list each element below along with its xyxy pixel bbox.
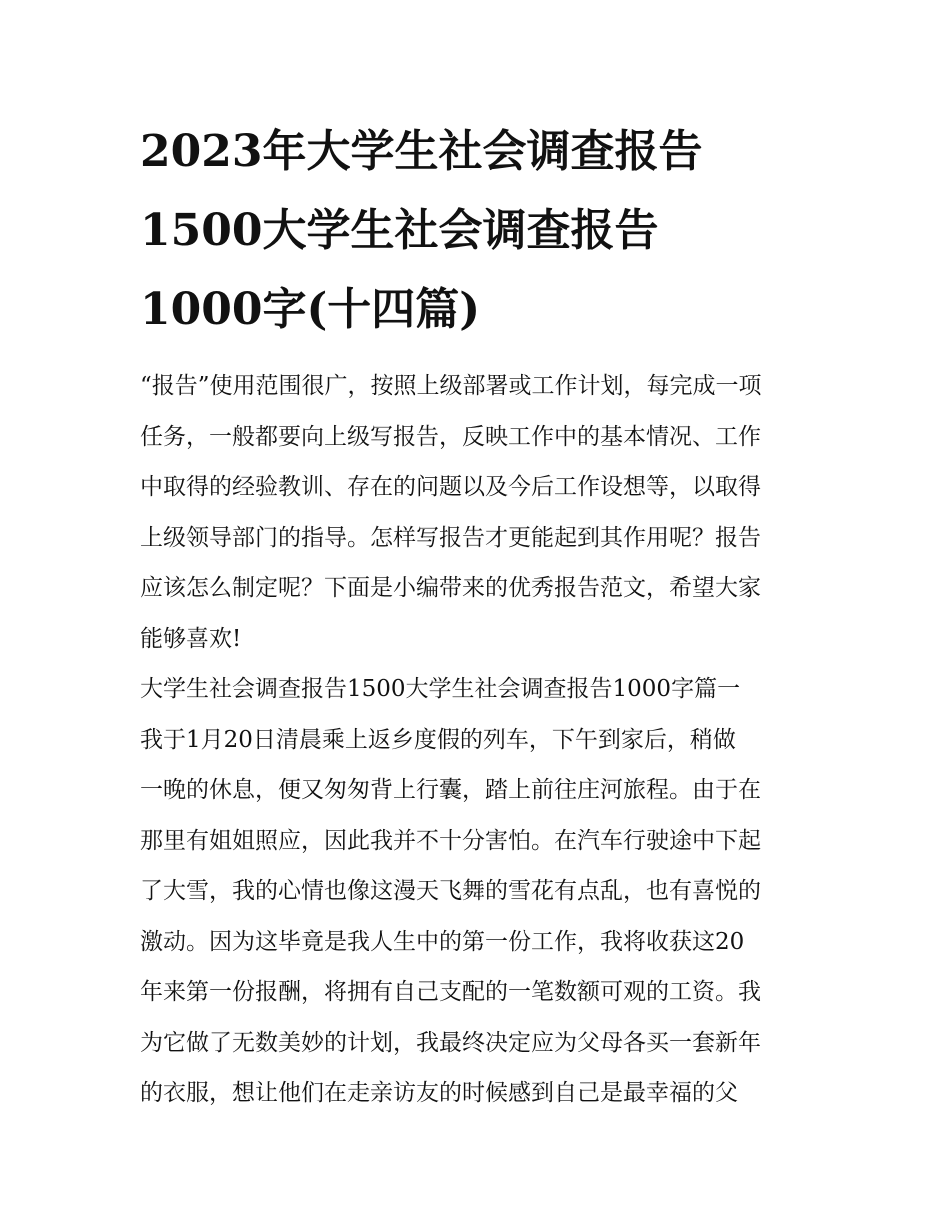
intro-line: 中取得的经验教训、存在的问题以及今后工作设想等，以取得 (140, 474, 761, 500)
section-heading (140, 664, 820, 715)
body-paragraph (140, 715, 820, 1119)
intro-paragraph (140, 361, 820, 664)
intro-line: 能够喜欢! (140, 625, 242, 652)
body-line: 我于1月20日清晨乘上返乡度假的列车，下午到家后，稍做 (140, 726, 736, 753)
title-line: 1500大学生社会调查报告 (140, 205, 659, 256)
section-heading-text: 大学生社会调查报告1500大学生社会调查报告1000字篇一 (140, 676, 741, 702)
document-title (140, 112, 820, 349)
intro-line: 任务，一般都要向上级写报告，反映工作中的基本情况、工作 (140, 423, 761, 450)
body-line: 那里有姐姐照应，因此我并不十分害怕。在汽车行驶途中下起 (140, 827, 761, 854)
title-line: 2023年大学生社会调查报告 (140, 126, 703, 177)
body-line: 一晚的休息，便又匆匆背上行囊，踏上前往庄河旅程。由于在 (140, 777, 761, 803)
document-page (140, 112, 820, 1119)
body-line: 的衣服，想让他们在走亲访友的时候感到自己是最幸福的父 (140, 1080, 738, 1106)
body-line: 了大雪，我的心情也像这漫天飞舞的雪花有点乱，也有喜悦的 (140, 878, 761, 904)
body-line: 年来第一份报酬，将拥有自己支配的一笔数额可观的工资。我 (140, 979, 761, 1005)
body-line: 激动。因为这毕竟是我人生中的第一份工作，我将收获这20 (140, 928, 745, 955)
intro-line: “报告”使用范围很广，按照上级部署或工作计划，每完成一项 (140, 373, 762, 399)
title-line: 1000字(十四篇) (140, 284, 481, 335)
intro-line: 应该怎么制定呢？下面是小编带来的优秀报告范文，希望大家 (140, 575, 761, 601)
body-line: 为它做了无数美妙的计划，我最终决定应为父母各买一套新年 (140, 1029, 761, 1056)
intro-line: 上级领导部门的指导。怎样写报告才更能起到其作用呢？报告 (140, 524, 761, 551)
